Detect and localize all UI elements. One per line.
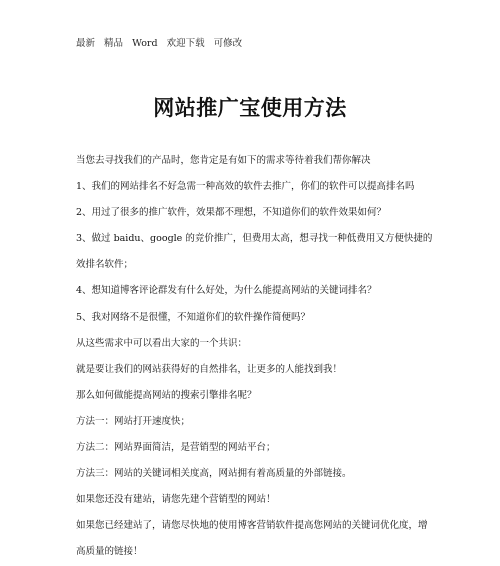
paragraph-method-3: 方法三：网站的关键词相关度高，网站拥有着高质量的外部链接。	[76, 468, 352, 480]
paragraph-need-3-cont: 效排名软件；	[76, 259, 134, 271]
paragraph-need-5: 5、我对网络不是很懂，不知道你们的软件操作简便吗？	[76, 311, 311, 323]
document-header	[76, 35, 248, 49]
paragraph-goal: 就是要让我们的网站获得好的自然排名，让更多的人能找到我！	[76, 363, 343, 375]
header-item-welcome-download: 欢迎下载	[166, 38, 205, 49]
paragraph-no-site: 如果您还没有建站，请您先建个营销型的网站！	[76, 494, 276, 506]
header-item-editable: 可修改	[213, 38, 243, 49]
paragraph-need-1: 1、我们的网站排名不好急需一种高效的软件去推广，你们的软件可以提高排名吗	[76, 181, 415, 193]
paragraph-has-site: 如果您已经建站了，请您尽快地的使用博客营销软件提高您网站的关键词优化度，增	[76, 520, 428, 532]
header-item-featured: 精品	[104, 38, 124, 49]
paragraph-has-site-cont: 高质量的链接！	[76, 546, 143, 558]
paragraph-question: 那么如何做能提高网站的搜索引擎排名呢？	[76, 389, 257, 401]
paragraph-need-3: 3、做过 baidu、google 的竞价推广，但费用太高，想寻找一种低费用又方便快捷的	[76, 233, 433, 245]
document-title: 网站推广宝使用方法	[153, 96, 347, 120]
header-item-word: Word	[132, 38, 158, 49]
paragraph-intro: 当您去寻找我们的产品时，您肯定是有如下的需求等待着我们帮你解决	[76, 155, 371, 166]
paragraph-need-2: 2、用过了很多的推广软件，效果都不理想，不知道你们的软件效果如何？	[76, 207, 387, 219]
paragraph-method-2: 方法二：网站界面简洁，是营销型的网站平台；	[76, 442, 276, 454]
paragraph-need-4: 4、想知道博客评论群发有什么好处，为什么能提高网站的关键词排名？	[76, 285, 377, 297]
paragraph-consensus: 从这些需求中可以看出大家的一个共识：	[76, 337, 248, 349]
document-body	[76, 148, 436, 566]
header-item-latest: 最新	[76, 38, 96, 49]
paragraph-method-1: 方法一：网站打开速度快；	[76, 415, 191, 427]
